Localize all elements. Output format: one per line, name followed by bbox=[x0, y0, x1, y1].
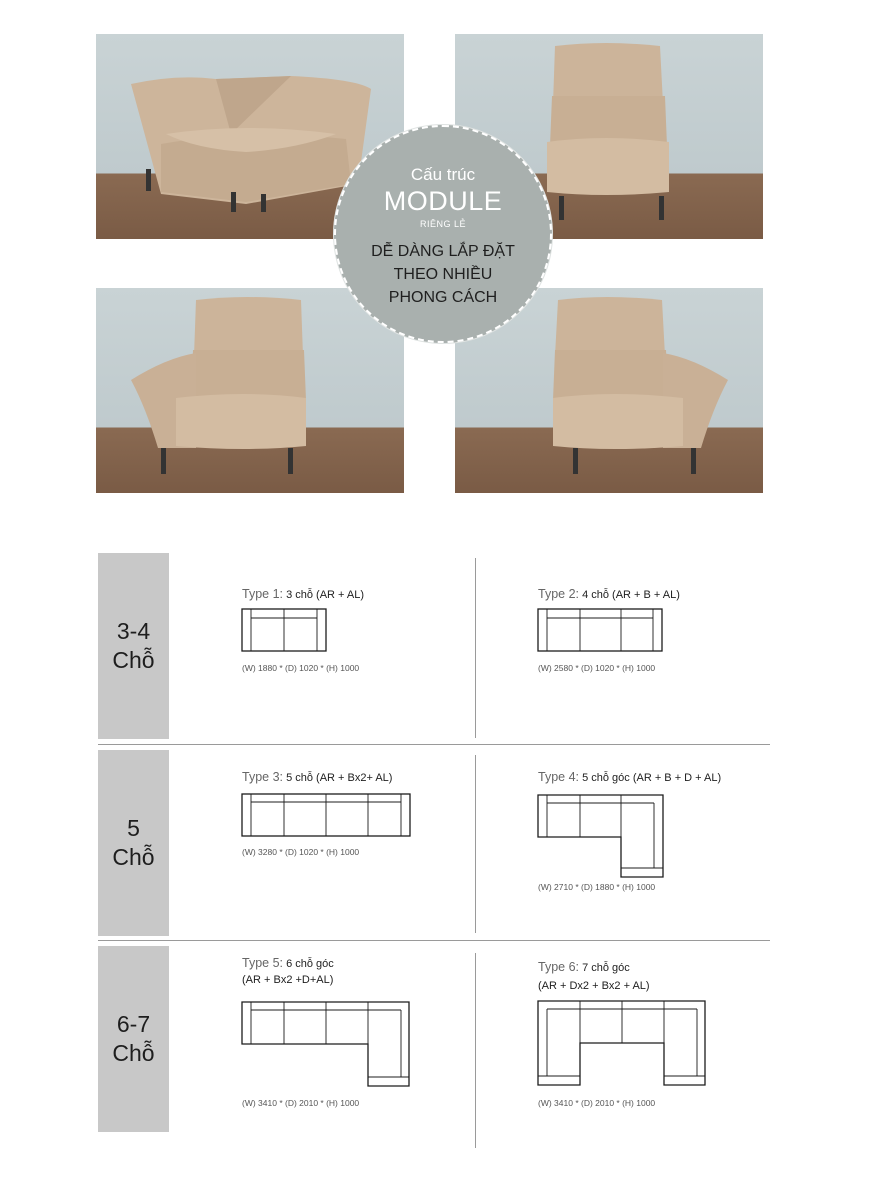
type-4-title bbox=[538, 770, 721, 784]
type-desc: 3 chỗ (AR + AL) bbox=[286, 589, 365, 601]
type-5-subtitle: (AR + Bx2 +D+AL) bbox=[242, 974, 334, 986]
type-4-layout-diagram bbox=[537, 794, 667, 880]
row-tab-top: 5 bbox=[127, 815, 140, 841]
row-tab-top: 3-4 bbox=[116, 618, 151, 644]
type-key: Type 1: bbox=[242, 587, 283, 601]
type-desc: 4 chỗ (AR + B + AL) bbox=[582, 589, 680, 601]
type-6-dimensions: (W) 3410 * (D) 2010 * (H) 1000 bbox=[538, 1098, 656, 1108]
left-arm-chair-icon bbox=[96, 288, 404, 493]
type-1-title bbox=[242, 587, 364, 601]
row-tab-bottom: Chỗ bbox=[112, 844, 155, 870]
type-key: Type 6: bbox=[538, 960, 579, 974]
module-badge bbox=[334, 125, 552, 343]
type-3-dimensions: (W) 3280 * (D) 1020 * (H) 1000 bbox=[242, 847, 360, 857]
row-divider bbox=[98, 744, 770, 745]
type-key: Type 4: bbox=[538, 770, 579, 784]
row-tab-bottom: Chỗ bbox=[112, 1040, 155, 1066]
column-divider bbox=[475, 558, 476, 738]
type-key: Type 3: bbox=[242, 770, 283, 784]
type-5-dimensions: (W) 3410 * (D) 2010 * (H) 1000 bbox=[242, 1098, 360, 1108]
type-1-layout-diagram bbox=[241, 608, 329, 654]
type-5-layout-diagram bbox=[241, 1001, 413, 1089]
row-tab-3-4 bbox=[98, 553, 169, 739]
badge-line-3: RIÊNG LẺ bbox=[419, 219, 466, 229]
row-tab-bottom: Chỗ bbox=[112, 647, 155, 673]
badge-tagline bbox=[336, 240, 550, 309]
badge-line-4: DỄ DÀNG LẮP ĐẶT bbox=[371, 243, 515, 260]
badge-line-6: PHONG CÁCH bbox=[388, 289, 498, 306]
type-3-title bbox=[242, 770, 392, 784]
row-divider bbox=[98, 940, 770, 941]
type-desc: 7 chỗ góc bbox=[582, 962, 630, 974]
column-divider bbox=[475, 953, 476, 1148]
type-6-subtitle: (AR + Dx2 + Bx2 + AL) bbox=[538, 980, 650, 992]
type-3-layout-diagram bbox=[241, 793, 413, 839]
column-divider bbox=[475, 755, 476, 933]
type-1-dimensions: (W) 1880 * (D) 1020 * (H) 1000 bbox=[242, 663, 360, 673]
badge-line-1: Cấu trúc bbox=[410, 165, 476, 184]
type-key: Type 5: bbox=[242, 956, 283, 970]
type-key: Type 2: bbox=[538, 587, 579, 601]
type-2-title bbox=[538, 587, 680, 601]
type-5-title bbox=[242, 956, 334, 970]
type-desc: 5 chỗ (AR + Bx2+ AL) bbox=[286, 772, 393, 784]
row-tab-top: 6-7 bbox=[116, 1011, 151, 1037]
badge-line-2: MODULE bbox=[383, 186, 503, 216]
type-6-title bbox=[538, 960, 630, 974]
row-tab-6-7 bbox=[98, 946, 169, 1132]
left-arm-chair-photo bbox=[96, 288, 404, 493]
type-6-layout-diagram bbox=[537, 1000, 709, 1088]
type-2-layout-diagram bbox=[537, 608, 665, 654]
type-2-dimensions: (W) 2580 * (D) 1020 * (H) 1000 bbox=[538, 663, 656, 673]
badge-line-5: THEO NHIỀU bbox=[393, 266, 493, 283]
type-desc: 6 chỗ góc bbox=[286, 958, 334, 970]
row-tab-5 bbox=[98, 750, 169, 936]
type-desc: 5 chỗ góc (AR + B + D + AL) bbox=[582, 772, 722, 784]
type-4-dimensions: (W) 2710 * (D) 1880 * (H) 1000 bbox=[538, 882, 656, 892]
